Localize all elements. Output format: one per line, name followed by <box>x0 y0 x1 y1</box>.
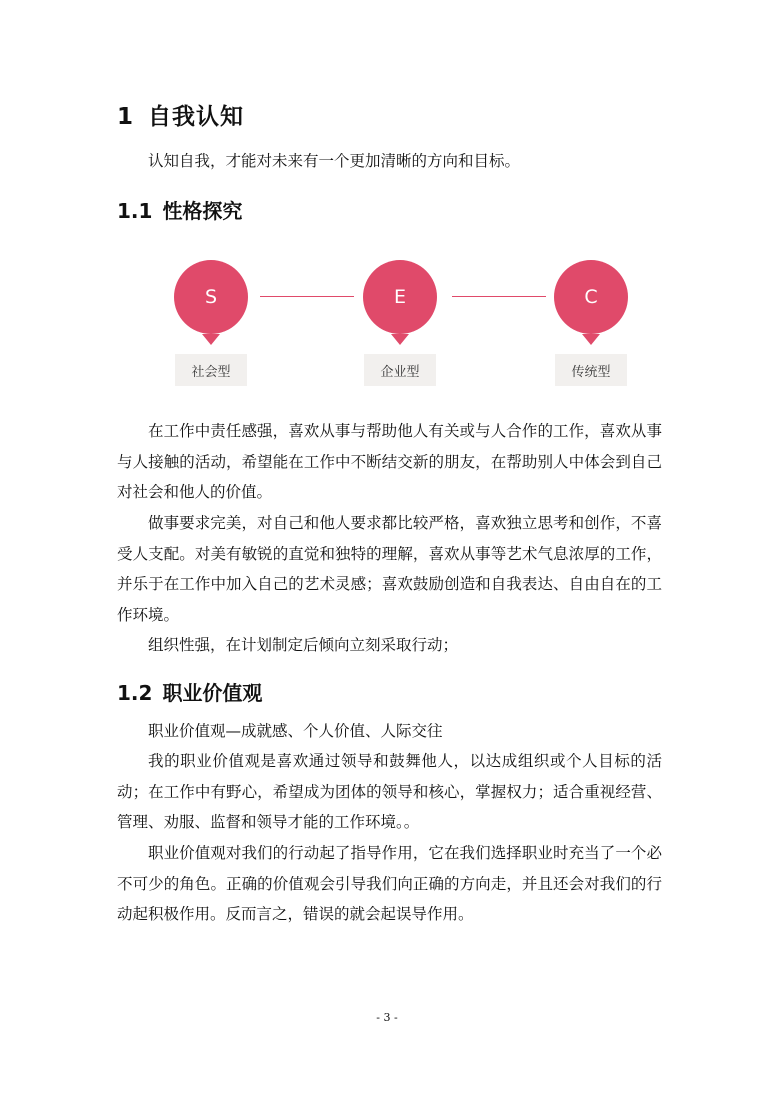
pointer-marker <box>202 334 220 345</box>
type-circle-e <box>363 260 437 334</box>
type-letter: C <box>584 286 598 308</box>
paragraph: 我的职业价值观是喜欢通过领导和鼓舞他人，以达成组织或个人目标的活动；在工作中有野心，希望成为团体的领导和核心，掌握权力；适合重视经营、管理、劝服、监督和领导才能的工作环境。。 <box>117 752 662 831</box>
paragraph: 在工作中责任感强，喜欢从事与帮助他人有关或与人合作的工作，喜欢从事与人接触的活动，希望能在工作中不断结交新的朋友，在帮助别人中体会到自己对社会和他人的价值。 <box>117 422 662 501</box>
type-label: 社会型 <box>175 354 247 386</box>
type-letter: S <box>204 286 218 308</box>
section-1-2-heading <box>117 677 262 706</box>
section-1-intro: 认知自我，才能对未来有一个更加清晰的方向和目标。 <box>148 152 521 170</box>
section-1-2-number: 1.2 <box>117 681 153 705</box>
connector-line <box>260 296 354 297</box>
type-circle-c <box>554 260 628 334</box>
paragraph: 职业价值观—成就感、个人价值、人际交往 <box>148 722 443 740</box>
pointer-marker <box>391 334 409 345</box>
section-1-1-heading <box>117 195 242 224</box>
page-number: - 3 - <box>376 1011 398 1024</box>
type-circle-s <box>174 260 248 334</box>
type-label: 传统型 <box>555 354 627 386</box>
section-1-heading <box>117 98 244 131</box>
section-1-2-title: 职业价值观 <box>162 681 263 705</box>
section-1-1-number: 1.1 <box>117 199 153 223</box>
type-letter: E <box>393 286 406 308</box>
paragraph: 组织性强，在计划制定后倾向立刻采取行动； <box>148 636 459 654</box>
section-1-number: 1 <box>117 104 135 130</box>
section-1-1-title: 性格探究 <box>162 199 243 223</box>
section-1-title: 自我认知 <box>148 104 245 130</box>
connector-line <box>452 296 546 297</box>
type-label: 企业型 <box>364 354 436 386</box>
paragraph: 职业价值观对我们的行动起了指导作用，它在我们选择职业时充当了一个必不可少的角色。正确的价值观会引导我们向正确的方向走，并且还会对我们的行动起积极作用。反而言之，错误的就会起误导作用。 <box>117 844 662 923</box>
paragraph: 做事要求完美，对自己和他人要求都比较严格，喜欢独立思考和创作，不喜受人支配。对美有敏锐的直觉和独特的理解，喜欢从事等艺术气息浓厚的工作，并乐于在工作中加入自己的艺术灵感；喜欢鼓励创造和自我表达、自由自在的工作环境。 <box>117 514 662 624</box>
pointer-marker <box>582 334 600 345</box>
personality-type-diagram <box>160 250 640 400</box>
